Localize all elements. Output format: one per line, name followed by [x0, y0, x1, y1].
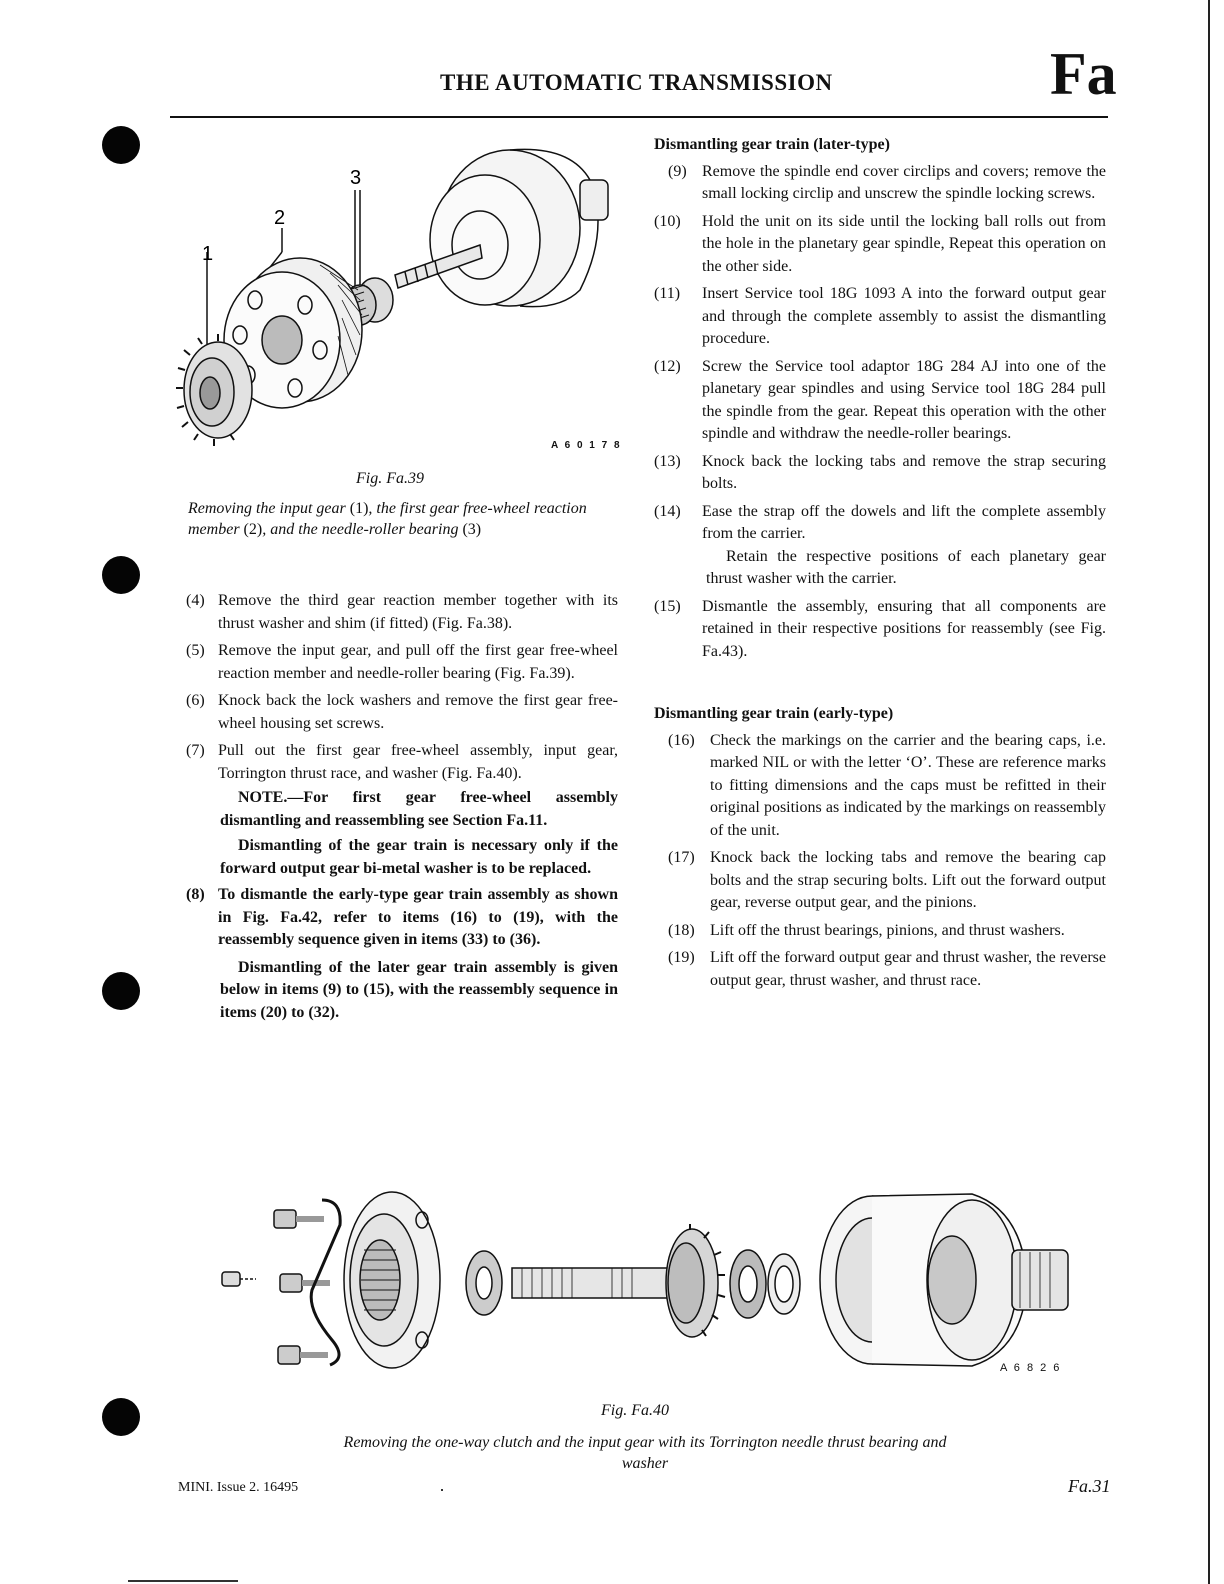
punch-hole [102, 556, 140, 594]
list-item: (16) Check the markings on the carrier and the bearing caps, i.e. marked NIL or with the letter ‘O’. These are reference marks to fitting dimensions and the caps must be refitted in their original positions as indicated by the markings on reassembly of the unit. [668, 731, 1106, 839]
footer-page-number: Fa.31 [1068, 1476, 1111, 1496]
callout-label-3: 3 [350, 167, 362, 189]
list-item: (12) Screw the Service tool adaptor 18G 284 AJ into one of the planetary gear spindles and using Service tool 18G 284 pull the spindle from the gear. Repeat this operation with the other spindle and withdraw the needle-roller bearings. [654, 357, 1106, 442]
list-item: (9) Remove the spindle end cover circlips and covers; remove the small locking circlip and unscrew the spindle locking screws. [668, 162, 1106, 202]
section-code: Fa [1050, 41, 1117, 107]
figure-fa39-code: A 6 0 1 7 8 [551, 440, 622, 451]
retain-note: Retain the respective positions of each planetary gear thrust washer with the carrier. [706, 547, 1106, 587]
page-title: THE AUTOMATIC TRANSMISSION [440, 70, 833, 95]
list-item: (13) Knock back the locking tabs and remove the strap securing bolts. [654, 452, 1106, 492]
callout-label-1: 1 [202, 243, 214, 265]
list-item: (18) Lift off the thrust bearings, pinions, and thrust washers. [668, 921, 1065, 939]
list-item: (10) Hold the unit on its side until the locking ball rolls out from the hole in the planetary gear spindle, Repeat this operation on the other side. [654, 212, 1106, 275]
list-item: (17) Knock back the locking tabs and remove the bearing cap bolts and the strap securing bolts. Lift out the forward output gear, reverse output gear, and the pinions. [668, 849, 1106, 911]
left-column [186, 590, 618, 1027]
section-heading-later-type: Dismantling gear train (later-type) [654, 136, 890, 153]
bottom-edge-mark [128, 1580, 238, 1582]
punch-hole [102, 126, 140, 164]
section-heading-early-type: Dismantling gear train (early-type) [654, 705, 894, 722]
punch-hole [102, 972, 140, 1010]
right-column [654, 134, 1106, 997]
figure-fa39-caption: Removing the input gear (1), the first gear free-wheel reaction member (2), and the needle-roller bearing (3) [188, 500, 587, 538]
figure-fa40-code: A 6 8 2 6 [1000, 1362, 1062, 1374]
list-item: (8) To dismantle the early-type gear train assembly as shown in Fig. Fa.42, refer to items (16) to (19), with the reassembly sequence given in items (33) to (36). [186, 886, 618, 948]
note-paragraph: NOTE.—For first gear free-wheel assembly dismantling and reassembling see Section Fa.11. [220, 789, 618, 829]
list-item: (15) Dismantle the assembly, ensuring that all components are retained in their respective positions for reassembly (see Fig. Fa.43). [654, 597, 1106, 660]
note-paragraph: Dismantling of the gear train is necessary only if the forward output gear bi-metal washer is to be replaced. [220, 837, 618, 877]
page-edge-line [1208, 0, 1210, 1584]
figure-fa40-illustration [212, 1180, 1092, 1380]
list-item: (5) Remove the input gear, and pull off the first gear free-wheel reaction member and needle-roller bearing (Fig. Fa.39). [186, 642, 618, 682]
figure-fa39-title: Fig. Fa.39 [356, 470, 424, 487]
footer-dot [441, 1489, 443, 1491]
list-item: (6) Knock back the lock washers and remove the first gear free-wheel housing set screws. [186, 692, 618, 732]
figure-fa39-illustration [170, 140, 610, 460]
footer-issue-info: MINI. Issue 2. 16495 [178, 1480, 299, 1495]
callout-label-2: 2 [274, 207, 286, 229]
figure-fa40-title: Fig. Fa.40 [601, 1402, 669, 1419]
header-rule [170, 116, 1108, 118]
note-paragraph: Dismantling of the later gear train assembly is given below in items (9) to (15), with the reassembly sequence in items (20) to (32). [220, 958, 618, 1021]
list-item: (11) Insert Service tool 18G 1093 A into the forward output gear and through the complete assembly to assist the dismantling procedure. [654, 285, 1106, 347]
punch-hole [102, 1398, 140, 1436]
list-item: (4) Remove the third gear reaction member together with its thrust washer and shim (if fitted) (Fig. Fa.38). [186, 592, 618, 632]
list-item: (19) Lift off the forward output gear and thrust washer, the reverse output gear, thrust washer, and thrust race. [668, 949, 1106, 989]
list-item: (14) Ease the strap off the dowels and lift the complete assembly from the carrier. [654, 502, 1106, 542]
list-item: (7) Pull out the first gear free-wheel assembly, input gear, Torrington thrust race, and washer (Fig. Fa.40). [186, 742, 618, 782]
figure-fa40-caption: Removing the one-way clutch and the input gear with its Torrington needle thrust bearing and washer [343, 1434, 947, 1472]
